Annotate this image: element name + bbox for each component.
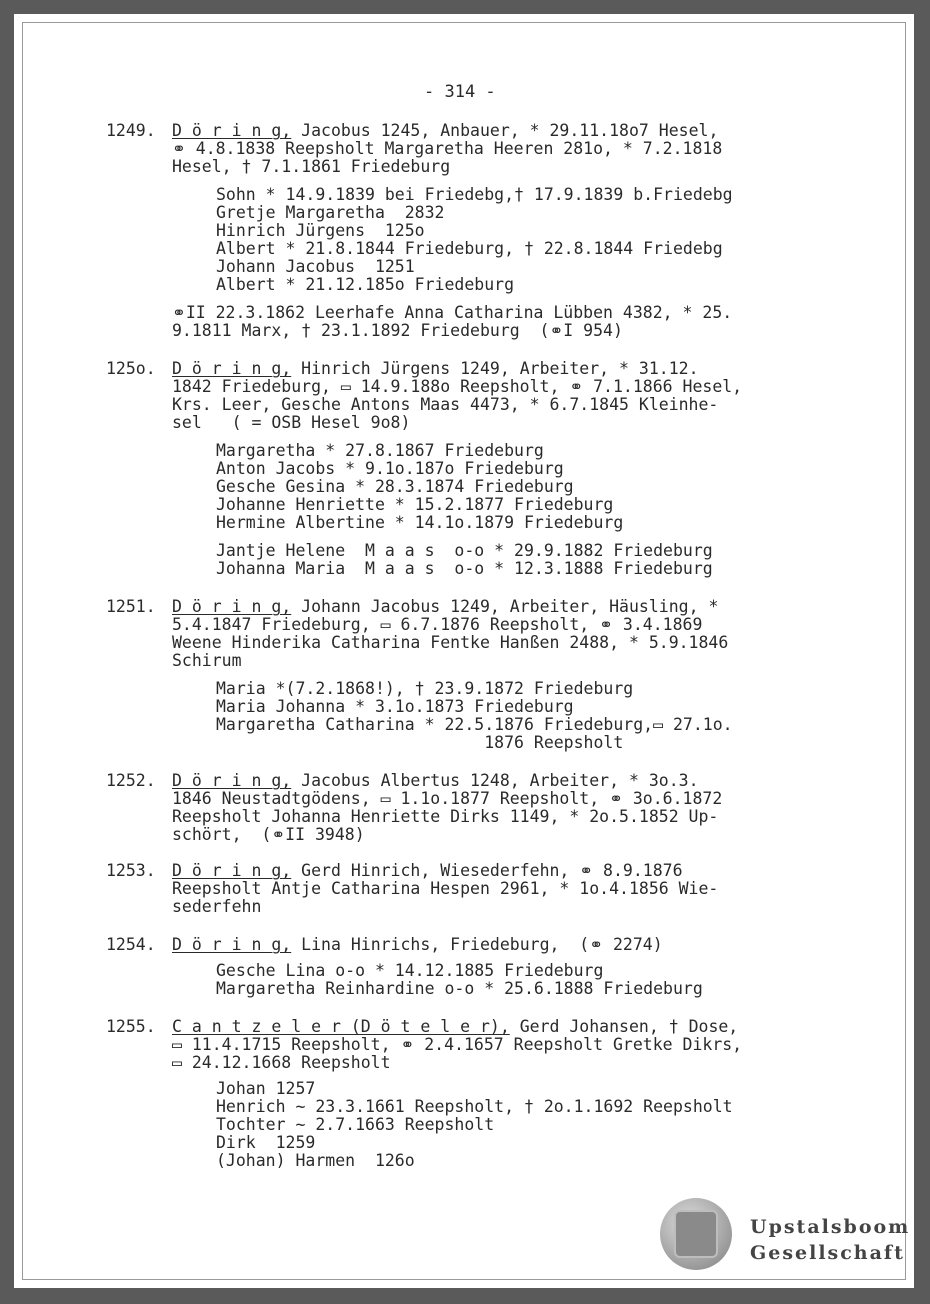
seal-figure xyxy=(674,1210,718,1258)
child-line: Margaretha Catharina * 22.5.1876 Friedeburg,▭ 27.1o. xyxy=(216,715,733,734)
entry-number: 1249. xyxy=(106,121,156,140)
entry-line: ⚭ 4.8.1838 Reepsholt Margaretha Heeren 281o, * 7.2.1818 xyxy=(172,139,723,158)
entry-line: Reepsholt Johanna Henriette Dirks 1149, * 2o.5.1852 Up- xyxy=(172,807,719,826)
child-line: Johanna Maria M a a s o-o * 12.3.1888 Friedeburg xyxy=(216,559,713,578)
child-line: Dirk 1259 xyxy=(216,1133,316,1152)
child-line: Albert * 21.8.1844 Friedeburg, † 22.8.1844 Friedebg xyxy=(216,239,723,258)
brand-name-line2: Gesellschaft xyxy=(750,1242,905,1264)
child-line: Margaretha * 27.8.1867 Friedeburg xyxy=(216,441,544,460)
entry-line: D ö r i n g, Gerd Hinrich, Wiesederfehn, ⚭ 8.9.1876 xyxy=(172,861,683,880)
entry-number: 1254. xyxy=(106,935,156,954)
child-line: Margaretha Reinhardine o-o * 25.6.1888 Friedeburg xyxy=(216,979,703,998)
child-line: Anton Jacobs * 9.1o.187o Friedeburg xyxy=(216,459,564,478)
entry-line: ▭ 24.12.1668 Reepsholt xyxy=(172,1053,391,1072)
entry-line: D ö r i n g, Jacobus 1245, Anbauer, * 29.11.18o7 Hesel, xyxy=(172,121,719,140)
child-line: Johann Jacobus 1251 xyxy=(216,257,415,276)
child-line: Maria Johanna * 3.1o.1873 Friedeburg xyxy=(216,697,574,716)
entry-line: D ö r i n g, Lina Hinrichs, Friedeburg, (⚭ 2274) xyxy=(172,935,663,954)
child-line: Gesche Lina o-o * 14.12.1885 Friedeburg xyxy=(216,961,604,980)
child-line: Tochter ~ 2.7.1663 Reepsholt xyxy=(216,1115,495,1134)
surname: D ö r i n g, xyxy=(172,121,292,140)
surname: D ö r i n g, xyxy=(172,935,292,954)
entry-number: 1252. xyxy=(106,771,156,790)
child-line: Johan 1257 xyxy=(216,1079,316,1098)
surname: D ö r i n g, xyxy=(172,359,292,378)
surname: C a n t z e l e r (D ö t e l e r), xyxy=(172,1017,510,1036)
child-line: (Johan) Harmen 126o xyxy=(216,1151,415,1170)
child-line: Hermine Albertine * 14.1o.1879 Friedeburg xyxy=(216,513,624,532)
entry-line: Schirum xyxy=(172,651,242,670)
entry-line: schört, (⚭II 3948) xyxy=(172,825,365,844)
entry-line: Weene Hinderika Catharina Fentke Hanßen 2488, * 5.9.1846 xyxy=(172,633,729,652)
marriage-line: ⚭II 22.3.1862 Leerhafe Anna Catharina Lübben 4382, * 25. xyxy=(172,303,733,322)
entry-number: 1253. xyxy=(106,861,156,880)
child-line: Albert * 21.12.185o Friedeburg xyxy=(216,275,515,294)
entry-number: 1251. xyxy=(106,597,156,616)
entry-line: 5.4.1847 Friedeburg, ▭ 6.7.1876 Reepsholt, ⚭ 3.4.1869 xyxy=(172,615,703,634)
child-line: Gretje Margaretha 2832 xyxy=(216,203,445,222)
surname: D ö r i n g, xyxy=(172,597,292,616)
child-line: Jantje Helene M a a s o-o * 29.9.1882 Friedeburg xyxy=(216,541,713,560)
entry-line: D ö r i n g, Hinrich Jürgens 1249, Arbeiter, * 31.12. xyxy=(172,359,699,378)
entry-number: 125o. xyxy=(106,359,156,378)
child-line: Johanne Henriette * 15.2.1877 Friedeburg xyxy=(216,495,614,514)
child-line: Gesche Gesina * 28.3.1874 Friedeburg xyxy=(216,477,574,496)
entry-line: ▭ 11.4.1715 Reepsholt, ⚭ 2.4.1657 Reepsholt Gretke Dikrs, xyxy=(172,1035,743,1054)
entry-line: Hesel, † 7.1.1861 Friedeburg xyxy=(172,157,451,176)
child-line: 1876 Reepsholt xyxy=(216,733,624,752)
entry-line: sederfehn xyxy=(172,897,262,916)
entry-line: sel ( = OSB Hesel 9o8) xyxy=(172,413,411,432)
surname: D ö r i n g, xyxy=(172,771,292,790)
entry-line: Reepsholt Antje Catharina Hespen 2961, * 1o.4.1856 Wie- xyxy=(172,879,719,898)
marriage-line: 9.1811 Marx, † 23.1.1892 Friedeburg (⚭I 954) xyxy=(172,321,623,340)
brand-name-line1: Upstalsboom xyxy=(750,1216,911,1238)
page-number: - 314 - xyxy=(424,82,496,102)
child-line: Maria *(7.2.1868!), † 23.9.1872 Friedeburg xyxy=(216,679,634,698)
child-line: Hinrich Jürgens 125o xyxy=(216,221,425,240)
entry-line: D ö r i n g, Johann Jacobus 1249, Arbeiter, Häusling, * xyxy=(172,597,719,616)
entry-line: D ö r i n g, Jacobus Albertus 1248, Arbeiter, * 3o.3. xyxy=(172,771,699,790)
child-line: Sohn * 14.9.1839 bei Friedebg,† 17.9.1839 b.Friedebg xyxy=(216,185,733,204)
entry-number: 1255. xyxy=(106,1017,156,1036)
society-seal-icon xyxy=(660,1198,732,1270)
entry-line: 1842 Friedeburg, ▭ 14.9.188o Reepsholt, ⚭ 7.1.1866 Hesel, xyxy=(172,377,743,396)
child-line: Henrich ~ 23.3.1661 Reepsholt, † 2o.1.1692 Reepsholt xyxy=(216,1097,733,1116)
entry-line: C a n t z e l e r (D ö t e l e r), Gerd Johansen, † Dose, xyxy=(172,1017,739,1036)
entry-line: Krs. Leer, Gesche Antons Maas 4473, * 6.7.1845 Kleinhe- xyxy=(172,395,719,414)
entry-line: 1846 Neustadtgödens, ▭ 1.1o.1877 Reepsholt, ⚭ 3o.6.1872 xyxy=(172,789,723,808)
surname: D ö r i n g, xyxy=(172,861,292,880)
